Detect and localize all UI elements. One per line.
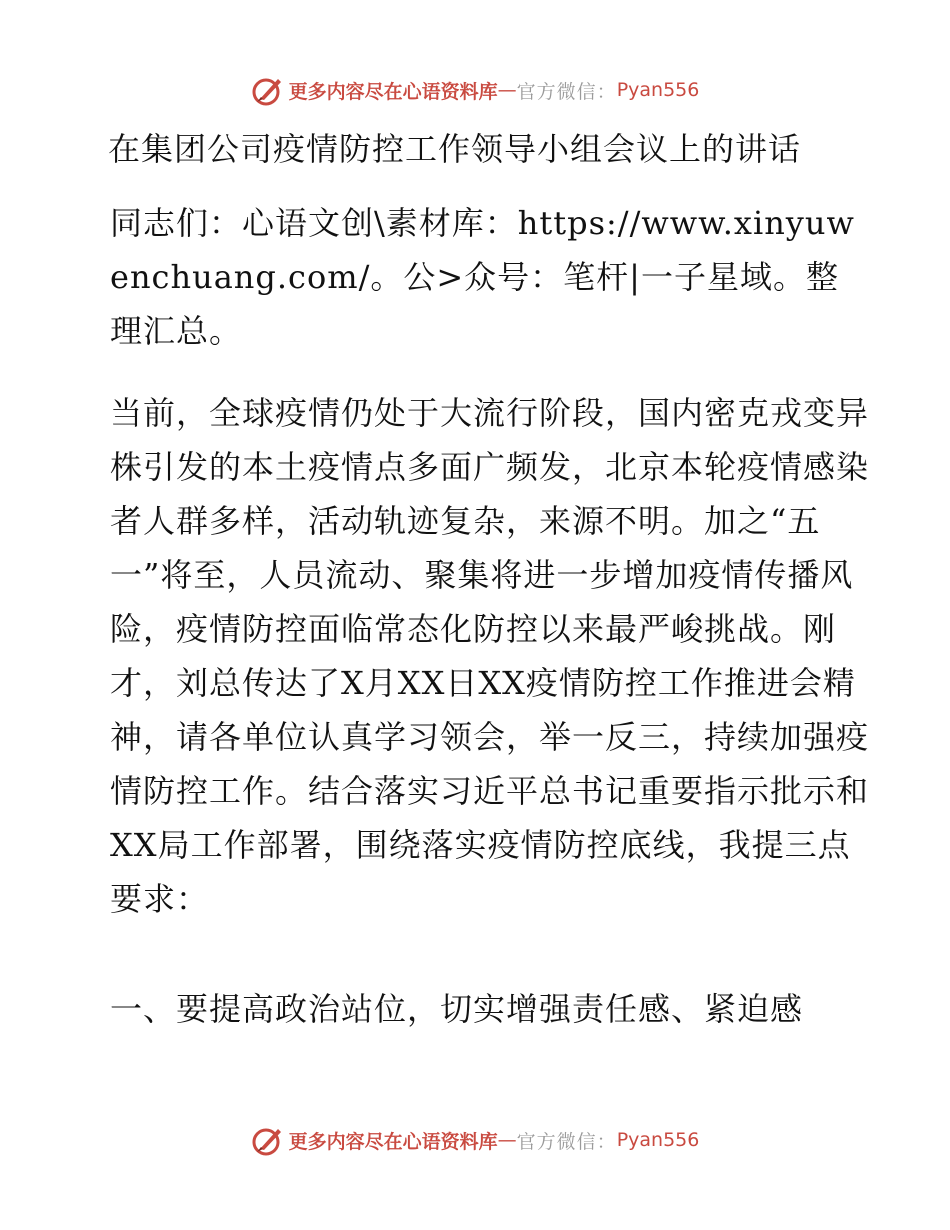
document-title: 在集团公司疫情防控工作领导小组会议上的讲话 [108, 130, 802, 168]
banner-label: 官方微信： [516, 80, 617, 103]
quill-logo-icon [251, 1123, 285, 1157]
quill-logo-icon [251, 73, 285, 107]
footer-banner [0, 1120, 950, 1160]
footer-banner-label: 官方微信： [516, 1130, 617, 1153]
footer-banner-id: Pyan556 [616, 1129, 700, 1151]
header-banner [0, 70, 950, 110]
greeting-paragraph: 同志们：心语文创\素材库：https://www.xinyuwenchuang.com/。公>众号：笔杆|一子星域。整理汇总。 [110, 204, 855, 350]
footer-banner-text: 更多内容尽在心语资料库 [288, 1130, 498, 1153]
section-heading-1: 一、要提高政治站位，切实增强责任感、紧迫感 [110, 990, 804, 1028]
footer-banner-separator: — [497, 1129, 517, 1151]
banner-separator: — [497, 79, 517, 101]
banner-id: Pyan556 [616, 79, 700, 101]
banner-text: 更多内容尽在心语资料库 [288, 80, 498, 103]
body-paragraph: 当前，全球疫情仍处于大流行阶段，国内密克戎变异株引发的本土疫情点多面广频发，北京本轮疫情感染者人群多样，活动轨迹复杂，来源不明。加之“五一”将至，人员流动、聚集将进一步增加疫情传播风险，疫情防控面临常态化防控以来最严峻挑战。刚才，刘总传达了X月XX日XX疫情防控工作推进会精神，请各单位认真学习领会，举一反三，持续加强疫情防控工作。结合落实习近平总书记重要指示批示和XX局工作部署，围绕落实疫情防控底线，我提三点要求： [110, 394, 870, 918]
